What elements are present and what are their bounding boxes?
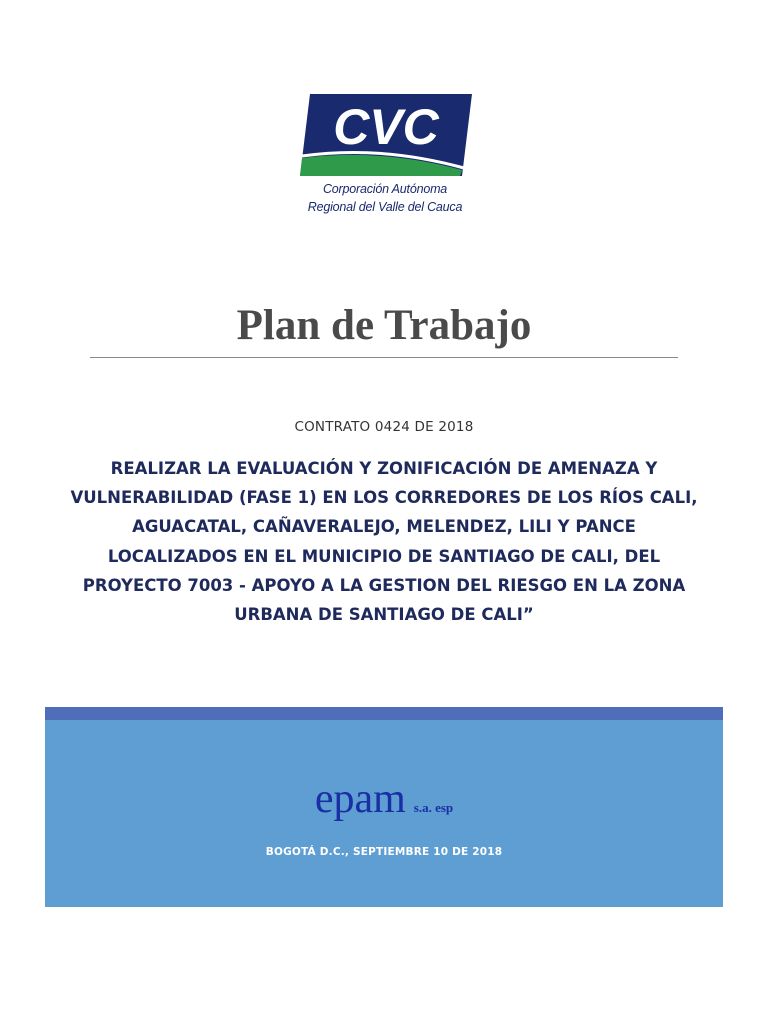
company-suffix: s.a. esp — [413, 800, 454, 815]
company-name: epam — [314, 776, 406, 822]
footer-band-stripe — [45, 707, 723, 720]
footer-band — [45, 720, 723, 907]
company-logo — [45, 775, 723, 823]
document-title: Plan de Trabajo — [236, 302, 532, 349]
logo-caption-line1: Corporación Autónoma — [322, 182, 448, 196]
logo-caption-line2: Regional del Valle del Cauca — [307, 200, 463, 214]
contract-number: CONTRATO 0424 DE 2018 — [294, 419, 474, 435]
logo-text: CVC — [333, 99, 439, 155]
title-divider — [90, 357, 678, 358]
project-subject: REALIZAR LA EVALUACIÓN Y ZONIFICACIÓN DE AMENAZA Y VULNERABILIDAD (FASE 1) EN LOS CORREDORES DE LOS RÍOS CALI, AGUACATAL, CAÑAVERALEJO, MELENDEZ, LILI Y PANCE LOCALIZADOS EN EL MUNICIPIO DE SANTIAGO DE CALI, DEL PROYECTO 7003 - APOYO A LA GESTION DEL RIESGO EN LA ZONA URBANA DE SANTIAGO DE CALI” — [70, 459, 698, 625]
cvc-logo — [290, 90, 480, 220]
place-date: BOGOTÁ D.C., SEPTIEMBRE 10 DE 2018 — [265, 846, 503, 858]
cvc-logo-mark — [290, 90, 480, 182]
